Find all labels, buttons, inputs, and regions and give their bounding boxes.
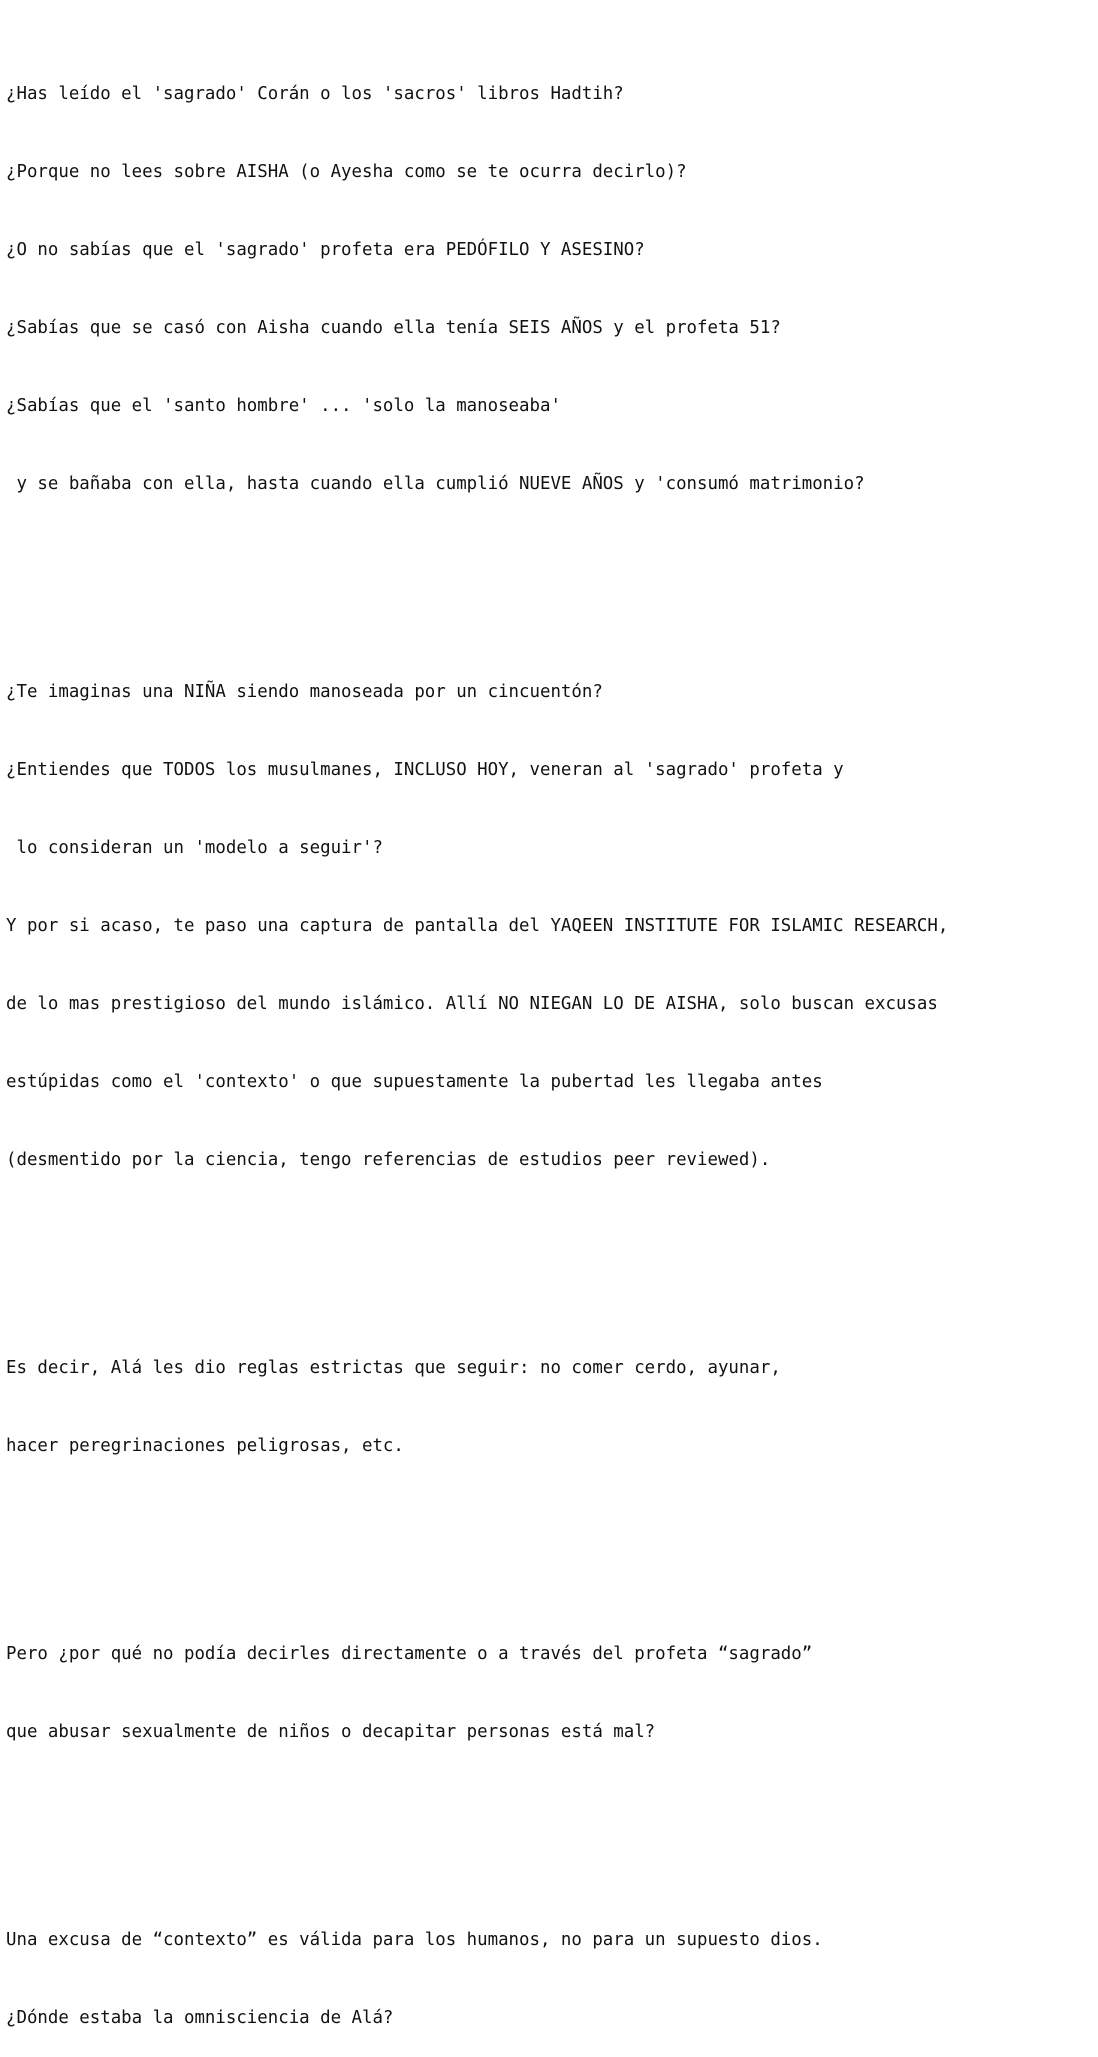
text-line: lo consideran un 'modelo a seguir'? [6, 838, 383, 858]
text-line: que abusar sexualmente de niños o decapitar personas está mal? [6, 1722, 656, 1742]
text-line: ¿Te imaginas una NIÑA siendo manoseada por un cincuentón? [6, 682, 603, 702]
text-line: ¿Dónde estaba la omnisciencia de Alá? [6, 2008, 394, 2028]
text-line: ¿Sabías que se casó con Aisha cuando ella tenía SEIS AÑOS y el profeta 51? [6, 318, 781, 338]
text-line: Y por si acaso, te paso una captura de pantalla del YAQEEN INSTITUTE FOR ISLAMIC RESEARCH, [6, 916, 949, 936]
text-line: ¿Entiendes que TODOS los musulmanes, INCLUSO HOY, veneran al 'sagrado' profeta y [6, 760, 844, 780]
text-line: y se bañaba con ella, hasta cuando ella cumplió NUEVE AÑOS y 'consumó matrimonio? [6, 474, 865, 494]
text-line: de lo mas prestigioso del mundo islámico. Allí NO NIEGAN LO DE AISHA, solo buscan excusas [6, 994, 938, 1014]
text-line: Es decir, Alá les dio reglas estrictas que seguir: no comer cerdo, ayunar, [6, 1358, 781, 1378]
text-line: ¿Porque no lees sobre AISHA (o Ayesha como se te ocurra decirlo)? [6, 162, 687, 182]
text-line: hacer peregrinaciones peligrosas, etc. [6, 1436, 404, 1456]
text-line: ¿Has leído el 'sagrado' Corán o los 'sacros' libros Hadtih? [6, 84, 624, 104]
text-line: ¿Sabías que el 'santo hombre' ... 'solo la manoseaba' [6, 396, 561, 416]
text-line: Una excusa de “contexto” es válida para los humanos, no para un supuesto dios. [6, 1930, 823, 1950]
paragraph-spacer [6, 549, 1098, 575]
paragraph-spacer [6, 1511, 1098, 1537]
text-line: (desmentido por la ciencia, tengo referencias de estudios peer reviewed). [6, 1150, 771, 1170]
text-line: ¿O no sabías que el 'sagrado' profeta era PEDÓFILO Y ASESINO? [6, 240, 645, 260]
paragraph-spacer [6, 1797, 1098, 1823]
text-line: Pero ¿por qué no podía decirles directamente o a través del profeta “sagrado” [6, 1644, 813, 1664]
paragraph-spacer [6, 1225, 1098, 1251]
text-line: estúpidas como el 'contexto' o que supuestamente la pubertad les llegaba antes [6, 1072, 823, 1092]
